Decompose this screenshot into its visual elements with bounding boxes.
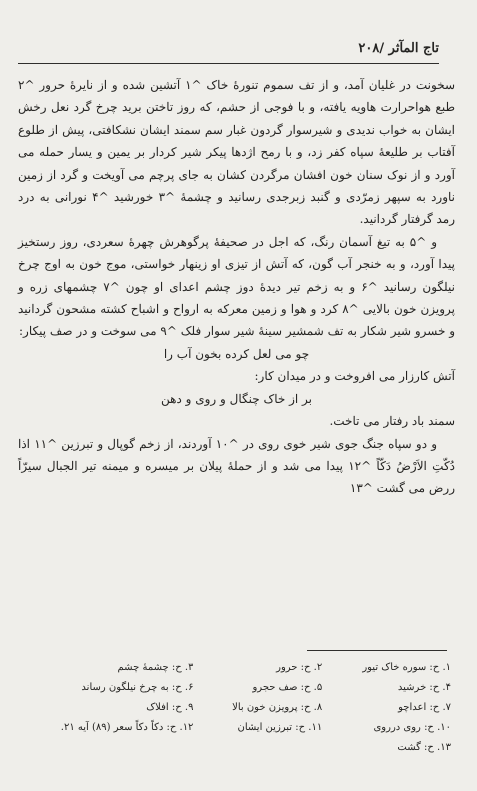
footnote: ۵. ح: صف حجرو [252,682,323,693]
footnote: ۸. ح: پرویزن خون بالا [232,702,323,713]
running-title: تاج المآثر /۲۰۸ [358,40,439,56]
verse-line: بر از خاک چنگال و روی و دهن [160,391,313,406]
footnote-row [26,698,451,718]
footnote: ۹. ح: افلاک [146,702,194,713]
paragraph: آتش کارزار می افروخت و در میدان کار: [254,369,455,384]
footnote [26,738,193,758]
footnote-row [26,718,451,738]
paragraph: سخونت در غلیان آمد، و از تف سموم تنورۀ خاک ^۱ آتشین شده و از نایرۀ حرور ^۲ طبع هواحرارت هاویه یافته، و با فوجی از حشم، که روز تاختن برید چرخ گرد نعل رخش ایشان به خواب ندیدی و شیرسوار گردون غبار سم سمند ایشان نشکافتی، پیش از طلوع آفتاب بر طلیعۀ سپاه کفر زد، و با رمح اژدها پیکر شیر کردار بر یمین و یسار حمله می آورد و از نوک سنان خون افشان مرگردن کشان به جای پرچم می آویخت و گرد از زمین ناورد به سپهر زمرّدی و گنبد زبرجدی رسانید و چشمۀ ^۳ خورشید ^۴ نورانی به درد رمد گرفتار گردانید. [18,78,456,227]
header-rule [18,63,439,64]
footnote: ۱۰. ح: روی درروی [373,722,451,733]
footnote: ۱۱. ح: تبرزین ایشان [237,722,323,733]
footnote-separator [307,650,447,651]
footnote: ۳. ح: چشمۀ چشم [117,662,194,673]
footnote: ۱۳. ح: گشت [397,742,451,753]
main-text [18,74,455,500]
paragraph: و دو سپاه جنگ جوی شیر خوی روی در ^۱۰ آوردند، از زخم گوپال و تبرزین ^۱۱ اذا دُکّتِ الاَرْضُ دَکّاً ^۱۲ پیدا می شد و از حملۀ پیلان بر میسره و میمنه تیر الجبال سیرّاً ررض می گشت ^۱۳ [18,436,455,496]
footnote: ۶. ح: به چرخ نیلگون رساند [81,682,194,693]
footnote: ۲. ح: حرور [276,662,323,673]
footnote: ۱۲. ح: دکاً دکاً سعر (۸۹) آیه ۲۱. [60,722,194,733]
footnote-row [26,678,451,698]
paragraph: سمند باد رفتار می تاخت. [329,414,455,429]
footnote: ۷. ح: اعداچو [398,702,451,713]
footnote [193,738,322,758]
paragraph: و ^۵ به تیغ آسمان رنگ، که اجل در صحیفۀ پرگوهرش چهرۀ سعردی، روز رستخیز پیدا آورد، و به خنجر آب گون، که آتش از تیزی او زینهار خواستی، موج خون به اوج چرخ نیلگون رسانید ^۶ و به زخم تیر دیدۀ دوز چشم اعدای او چون ^۷ چشمهای زره و پرویزن خون بالایی ^۸ کرد و هوا و زمین معرکه به ارواح و اشباح کشته مشحون گردانید و خسرو شیر شکار به تف شمشیر سینۀ شیر سوار فلک ^۹ می سوخت و در صف پیکار: [18,234,455,339]
page-header [18,38,439,58]
footnote-row [26,658,451,678]
footnote-row [26,738,451,758]
footnote: ۱. ح: سوره خاک تیور [362,662,451,673]
verse-line: چو می لعل کرده بخون آب را [163,346,310,361]
footnotes [26,658,451,758]
footnote: ۴. ح: خرشید [397,682,451,693]
